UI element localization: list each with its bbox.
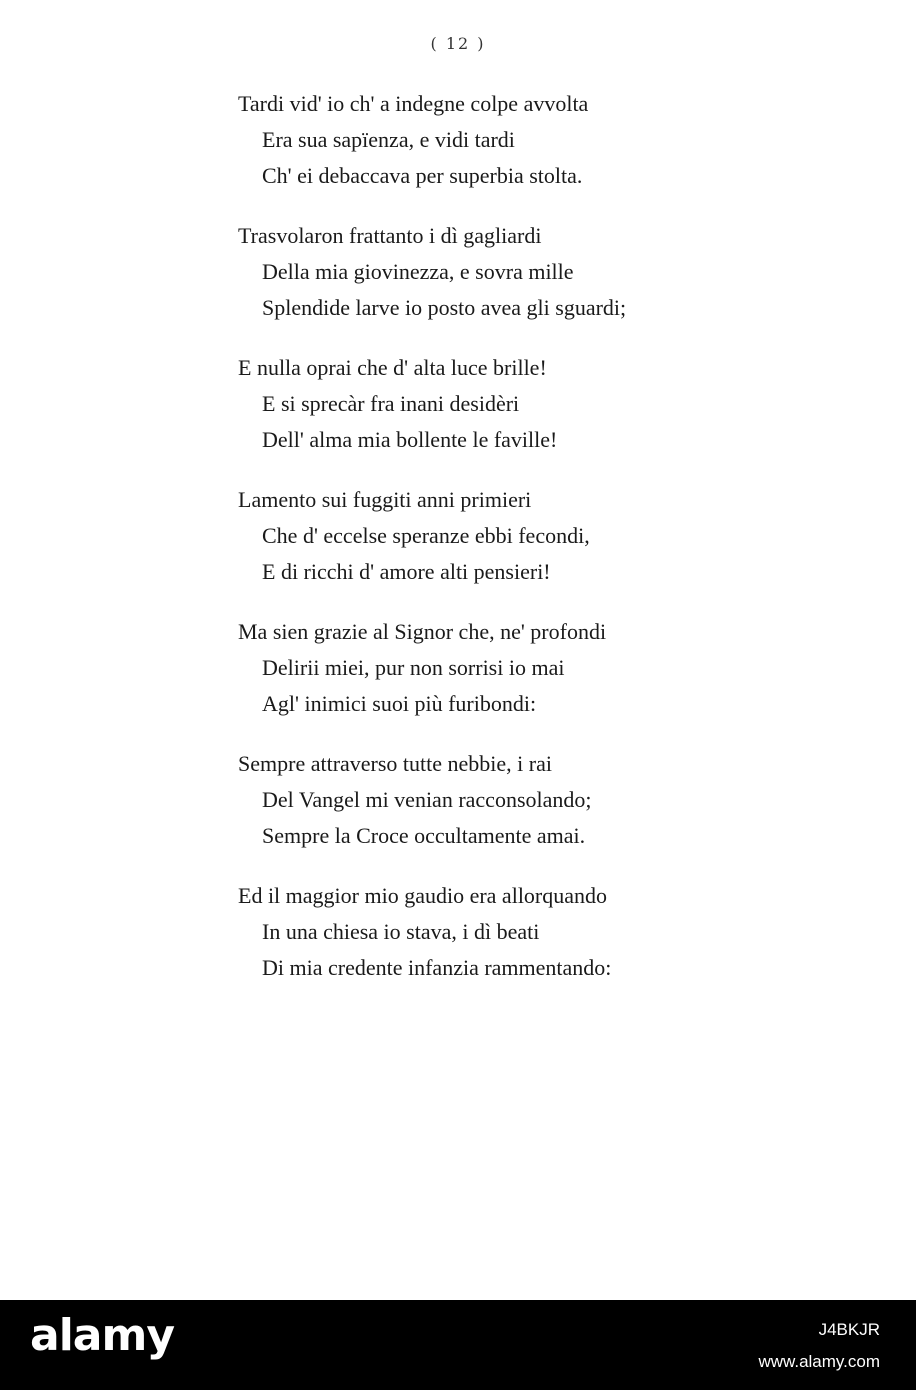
verse-line: Delirii miei, pur non sorrisi io mai <box>262 655 565 680</box>
verse-line: Era sua sapïenza, e vidi tardi <box>262 127 515 152</box>
stanza-1 <box>238 86 798 194</box>
stanza-4 <box>238 482 798 590</box>
verse-line: Del Vangel mi venian racconsolando; <box>262 787 592 812</box>
verse-line: Ch' ei debaccava per superbia stolta. <box>262 163 583 188</box>
verse-line: E di ricchi d' amore alti pensieri! <box>262 559 551 584</box>
stanza-3 <box>238 350 798 458</box>
verse-line: Sempre attraverso tutte nebbie, i rai <box>238 751 552 776</box>
verse-line: E nulla oprai che d' alta luce brille! <box>238 355 547 380</box>
stanza-7 <box>238 878 798 986</box>
poem <box>238 86 798 1010</box>
stanza-6 <box>238 746 798 854</box>
verse-line: Che d' eccelse speranze ebbi fecondi, <box>262 523 590 548</box>
image-id: J4BKJR <box>818 1320 880 1339</box>
stanza-2 <box>238 218 798 326</box>
verse-line: Sempre la Croce occultamente amai. <box>262 823 586 848</box>
page-number: ( 12 ) <box>430 34 486 53</box>
watermark-banner <box>0 1300 916 1390</box>
verse-line: In una chiesa io stava, i dì beati <box>262 919 540 944</box>
verse-line: Tardi vid' io ch' a indegne colpe avvolta <box>238 91 589 116</box>
verse-line: Agl' inimici suoi più furibondi: <box>262 691 537 716</box>
verse-line: Trasvolaron frattanto i dì gagliardi <box>238 223 542 248</box>
site-url: www.alamy.com <box>758 1352 880 1371</box>
verse-line: Lamento sui fuggiti anni primieri <box>238 487 532 512</box>
verse-line: Di mia credente infanzia rammentando: <box>262 955 612 980</box>
verse-line: Della mia giovinezza, e sovra mille <box>262 259 574 284</box>
brand-logo: alamy <box>30 1310 174 1361</box>
verse-line: E si sprecàr fra inani desidèri <box>262 391 520 416</box>
verse-line: Splendide larve io posto avea gli sguardi; <box>262 295 627 320</box>
stanza-5 <box>238 614 798 722</box>
verse-line: Ed il maggior mio gaudio era allorquando <box>238 883 608 908</box>
verse-line: Dell' alma mia bollente le faville! <box>262 427 558 452</box>
verse-line: Ma sien grazie al Signor che, ne' profondi <box>238 619 607 644</box>
